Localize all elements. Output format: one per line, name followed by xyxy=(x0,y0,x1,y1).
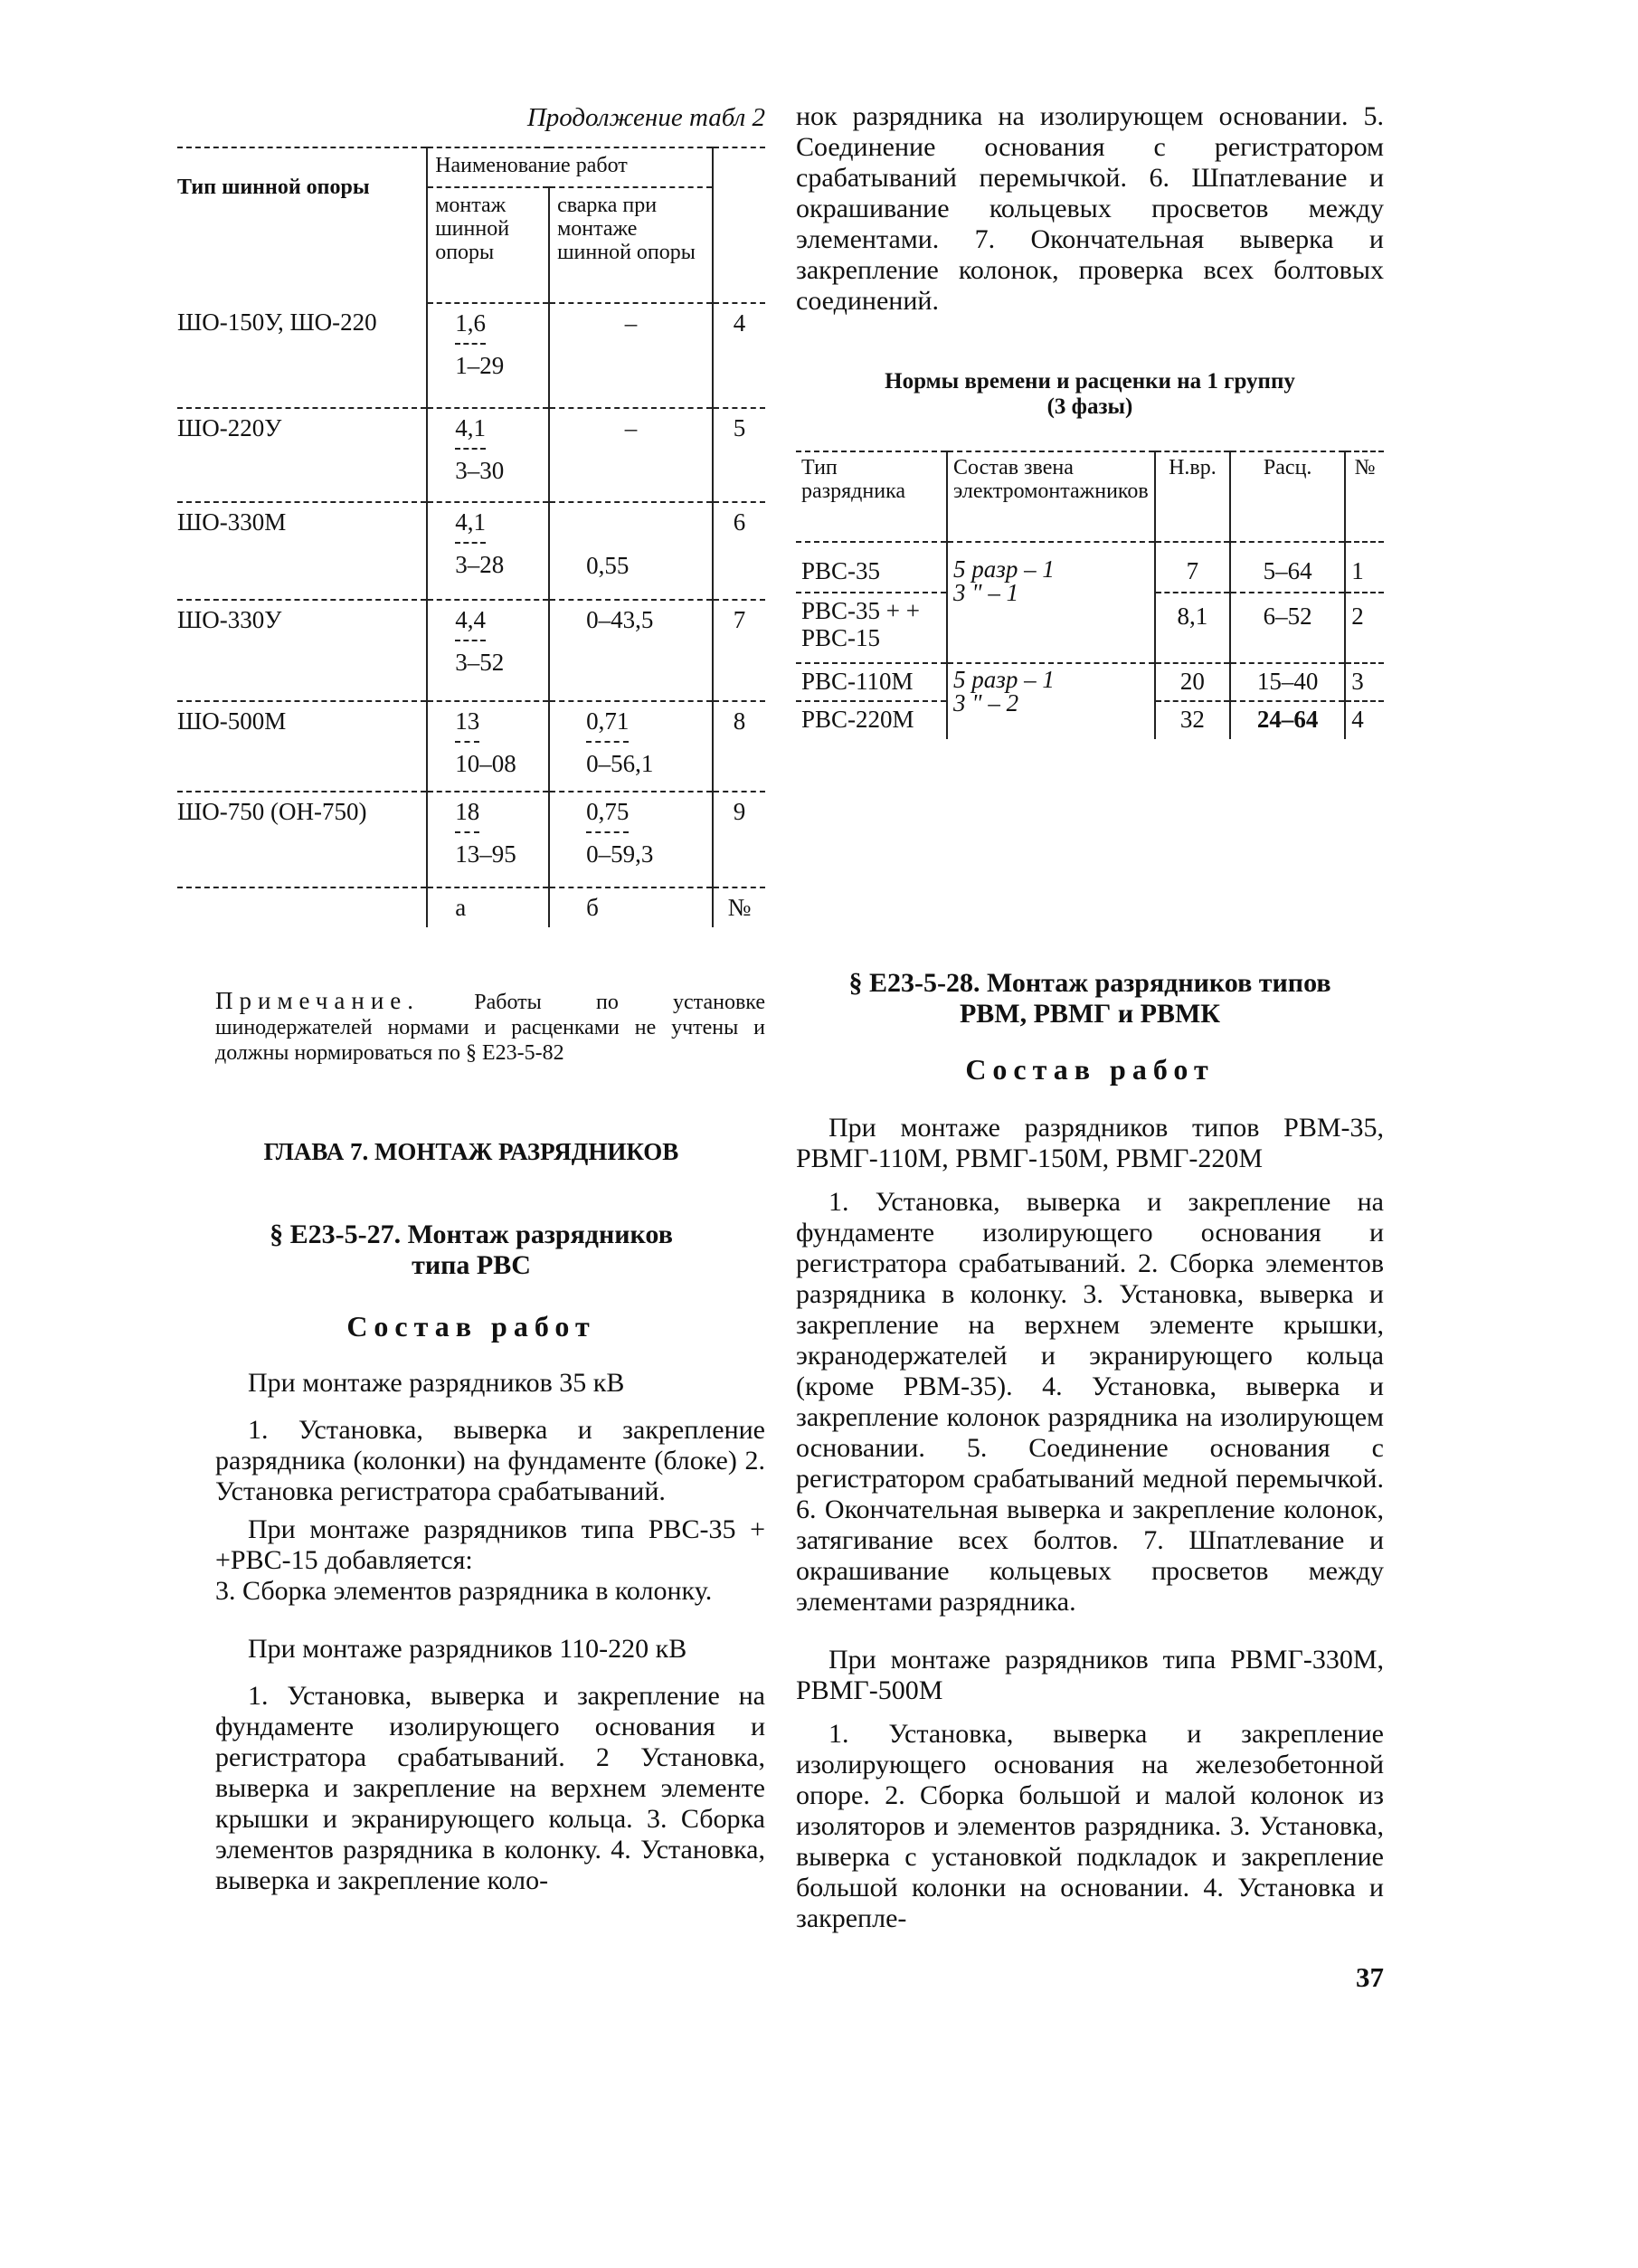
col-header-type: Тип шинной опоры xyxy=(177,147,427,303)
page-number: 37 xyxy=(1356,1961,1384,1993)
table-row: ШО-330М 4,1 3–28 0,55 6 xyxy=(177,502,765,600)
work-norms-table xyxy=(177,147,765,927)
col-header-price: Расц. xyxy=(1230,451,1345,542)
section-heading-27: § Е23-5-27. Монтаж разрядников типа РВС xyxy=(270,1219,673,1280)
table-row: РВС-35 5 разр – 1 3 " – 1 7 5–64 1 xyxy=(796,542,1384,593)
composition-heading-left: Состав работ xyxy=(346,1310,596,1343)
composition-heading-right: Состав работ xyxy=(965,1053,1215,1086)
table-note: Примечание. Работы по установке шинодержателей нормами и расценками не учтены и должны нормироваться по § Е23-5-82 xyxy=(215,987,766,1065)
table-footer-row: а б № xyxy=(177,887,765,927)
table-row: ШО-220У 4,1 3–30 – 5 xyxy=(177,408,765,502)
table-row: ШО-330У 4,4 3–52 0–43,5 7 xyxy=(177,600,765,701)
chapter-heading: ГЛАВА 7. МОНТАЖ РАЗРЯДНИКОВ xyxy=(263,1138,679,1165)
col-header-time: Н.вр. xyxy=(1155,451,1230,542)
col-header-b: сварка при монтаже шинной опоры xyxy=(549,187,713,303)
col-header-type: Тип разрядника xyxy=(796,451,947,542)
table-row: ШО-500М 13 10–08 0,71 0–56,1 8 xyxy=(177,701,765,792)
col-header-num: № xyxy=(1345,451,1384,542)
col-header-group: Наименование работ xyxy=(427,147,713,187)
left-body-text: При монтаже разрядников 35 кВ 1. Установка, выверка и закрепление разрядника (колонки) на фундаменте (блоке) 2. Установка регистратора срабатываний. При монтаже разрядников типа РВС-35 + +РВС-15 добавляется: 3. Сборка элементов разрядника в колонку. При монтаже разрядников 110-220 кВ 1. Установка, выверка и закрепление на фундаменте изолирующего основания и регистратора срабатываний. 2 Установка, выверка и закрепление на верхнем элементе крышки и экранирующего кольца. 3. Сборка элементов разрядника в колонку. 4. Установка, выверка и закрепление коло- xyxy=(215,1368,765,1895)
col-header-a: монтаж шинной опоры xyxy=(427,187,549,303)
right-body-text: При монтаже разрядников типов РВМ-35, РВМГ-110М, РВМГ-150М, РВМГ-220М 1. Установка, выверка и закрепление на фундаменте изолирующего основания и регистратора срабатываний. 2. Сборка элементов разрядника в колонку. 3. Установка, выверка и закрепление на верхнем элементе крышки, экранодержателей и экранирующего кольца (кроме РВМ-35). 4. Установка, выверка и закрепление колонок разрядника на изолирующем основании. 5. Соединение основания с регистратором срабатываний медной перемычкой. 6. Окончательная выверка и закрепление колонок, затягивание всех болтов. 7. Шпатлевание и окрашивание кольцевых просветов между элементами разрядника. При монтаже разрядников типа РВМГ-330М, РВМГ-500М 1. Установка, выверка и закрепление изолирующего основания на железобетонной опоре. 2. Сборка большой и малой колонок из изоляторов и элементов разрядника. 3. Установка, выверка с установкой подкладок и закрепление большой колонки на основании. 4. Установка и закрепле- xyxy=(796,1113,1384,1933)
right-body-cont: нок разрядника на изолирующем основании. 5. Соединение основания с регистратором срабатываний перемычкой. 6. Шпатлевание и окрашивание кольцевых просветов между элементами. 7. Окончательная выверка и закрепление колонок, проверка всех болтовых соединений. xyxy=(796,101,1384,316)
table-row: РВС-35 + + РВС-15 8,1 6–52 2 xyxy=(796,593,1384,663)
table-row: РВС-110М 5 разр – 1 3 " – 2 20 15–40 3 xyxy=(796,663,1384,701)
table-row: ШО-750 (ОН-750) 18 13–95 0,75 0–59,3 9 xyxy=(177,792,765,887)
table-row: ШО-150У, ШО-220 1,6 1–29 – 4 xyxy=(177,303,765,408)
norms-table-title: Нормы времени и расценки на 1 группу (3 фазы) xyxy=(885,369,1295,419)
table-row: РВС-220М 32 24–64 4 xyxy=(796,701,1384,739)
table-caption: Продолжение табл 2 xyxy=(526,103,765,132)
section-heading-28: § Е23-5-28. Монтаж разрядников типов РВМ, РВМГ и РВМК xyxy=(848,968,1331,1029)
arrester-norms-table xyxy=(796,451,1384,739)
col-header-crew: Состав звена электромонтажников xyxy=(947,451,1155,542)
